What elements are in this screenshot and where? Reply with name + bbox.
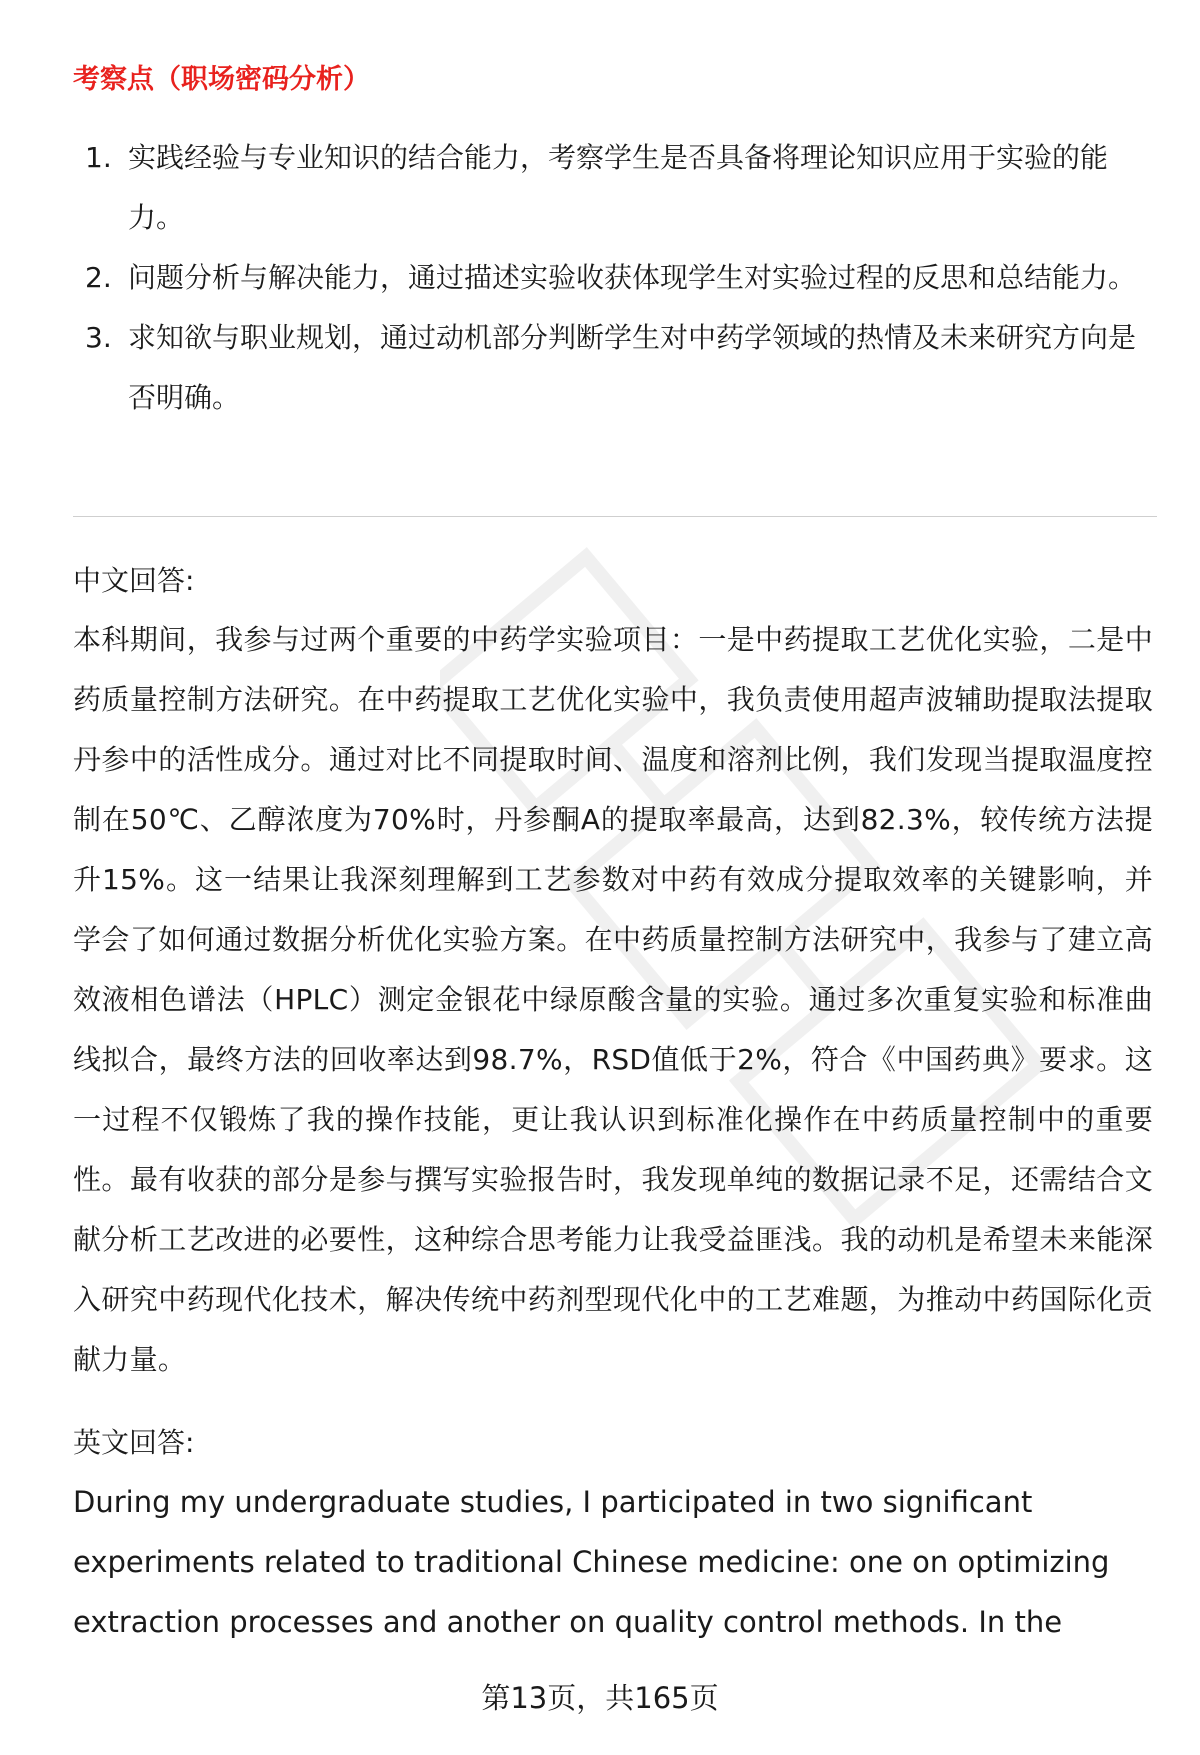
assessment-points-list (73, 128, 1153, 428)
page-number-footer: 第13页，共165页 (481, 1681, 719, 1715)
list-item-number: 1. (85, 141, 112, 174)
list-item (73, 128, 1153, 248)
chinese-answer-label: 中文回答: (73, 564, 195, 597)
list-item-number: 2. (85, 261, 112, 294)
list-item-number: 3. (85, 321, 112, 354)
list-item (73, 308, 1153, 428)
english-answer-text: During my undergraduate studies, I participated in two significant experiments related to traditional Chinese medicine: one on optimizing extraction processes and another on quality control methods. In the (73, 1485, 1110, 1639)
section-divider (73, 516, 1157, 517)
list-item (73, 248, 1153, 308)
list-item-text: 求知欲与职业规划，通过动机部分判断学生对中药学领域的热情及未来研究方向是否明确。 (128, 321, 1137, 414)
english-answer-label: 英文回答: (73, 1426, 195, 1459)
chinese-answer-text: 本科期间，我参与过两个重要的中药学实验项目：一是中药提取工艺优化实验，二是中药质量控制方法研究。在中药提取工艺优化实验中，我负责使用超声波辅助提取法提取丹参中的活性成分。通过对比不同提取时间、温度和溶剂比例，我们发现当提取温度控制在50℃、乙醇浓度为70%时，丹参酮A的提取率最高，达到82.3%，较传统方法提升15%。这一结果让我深刻理解到工艺参数对中药有效成分提取效率的关键影响，并学会了如何通过数据分析优化实验方案。在中药质量控制方法研究中，我参与了建立高效液相色谱法（HPLC）测定金银花中绿原酸含量的实验。通过多次重复实验和标准曲线拟合，最终方法的回收率达到98.7%，RSD值低于2%，符合《中国药典》要求。这一过程不仅锻炼了我的操作技能，更让我认识到标准化操作在中药质量控制中的重要性。最有收获的部分是参与撰写实验报告时，我发现单纯的数据记录不足，还需结合文献分析工艺改进的必要性，这种综合思考能力让我受益匪浅。我的动机是希望未来能深入研究中药现代化技术，解决传统中药剂型现代化中的工艺难题，为推动中药国际化贡献力量。 (73, 623, 1153, 1376)
list-item-text: 问题分析与解决能力，通过描述实验收获体现学生对实验过程的反思和总结能力。 (128, 261, 1137, 294)
section-heading: 考察点（职场密码分析） (73, 64, 370, 95)
list-item-text: 实践经验与专业知识的结合能力，考察学生是否具备将理论知识应用于实验的能力。 (128, 141, 1109, 234)
